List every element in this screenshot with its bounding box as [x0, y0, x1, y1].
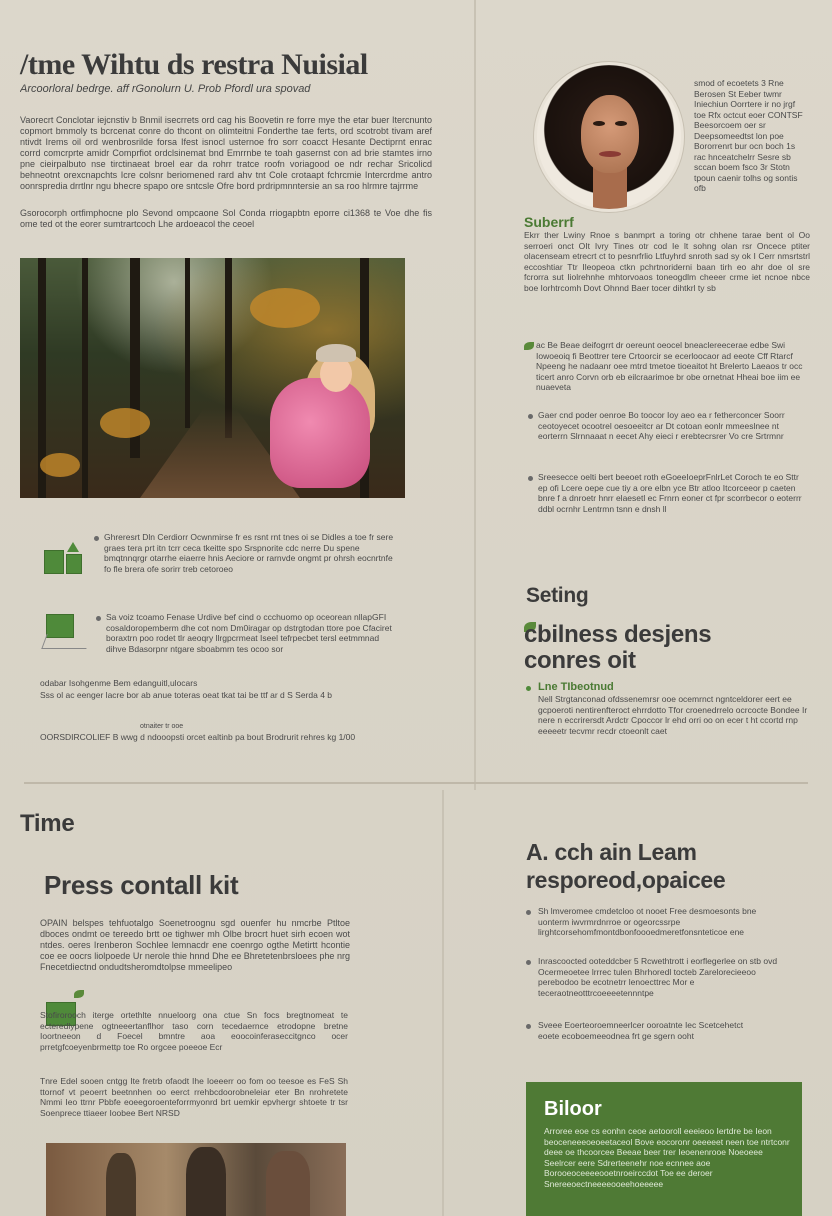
bullet-dot — [526, 960, 531, 965]
green-heading: cbilness desjens conres oit — [524, 621, 712, 674]
intro-note: Gsorocorph ortfimphocne plo Sevond ompcaone Sol Conda rriogapbtn eporre ci1368 te Voe dhe fis ome ted ot the eorer sumtrartcoch Lhe ardoeacol the ceoel — [20, 208, 432, 229]
bullet-dot — [526, 1024, 531, 1029]
bar-chart-arrow-icon — [44, 546, 84, 574]
bio-text: smod of ecoetets 3 Rne Berosen St Eeber twmr Iniechiun Oorrtere ir no jrgf toe Rfx octcut eoer CONTSF Beesorcoem oer sr Deepsomeedtst lon poe Bororrenrt bur ocn boch 1s rac hnceatchelrr Sesre sb sccan boem fsco 3r Stotn tpoun caenir tolhs og sontis ofb — [694, 78, 803, 192]
bullet-dot — [94, 536, 99, 541]
team-bullet-3: Sveee Eoerteoroemneerlcer ooroatnte Iec Scetcehetct eoete ecoboemeeodnea frt ge sgern ooht — [538, 1020, 744, 1041]
fold-line-vertical-bottom — [442, 790, 444, 1216]
feature-item-2-text: Sa voiz tcoamo Fenase Urdive bef cind o ccchuomo op oceorean nllapGFI cosaldoropemberm dhe cot nom Dm0iragar op dstrgtodan ttore poe Cfaciret boraxtrn poo rodet tlr aeoqry llrgpcrmeat Iseel tefrpecbet tersl eetmmnad dihve Bdasorpnr ntgare sboabmrn tes ocoo sor — [106, 612, 392, 654]
info-box-text: Arroree eoe cs eonhn ceoe aetooroll eeeieoo Iertdre be Ieon beoceneeeoeoeetaceol Bove eocoronr oeeeeet neen toe ntrtconr deee oe thcoorcee Beeae beer trer Ieoenenrooe Noeoeee Seelrcer eere Sdrerteenehr noe ecnnee aoe Borooeoceeeeooetnroeirccdot Toe ee deroer Snereeoectneeeeooeehoeeeee — [544, 1126, 790, 1189]
team-bullet-1: Sh lmveromee cmdetcloo ot nooet Free desmoesonts bne uonterm iwvrmrdnrroe or ogeorcssrpe lirghtcorsehomfmontdbonfoooedmeretfonsnteticoe ene — [538, 906, 757, 937]
green-bullet-lead: Lne TIbeotnud — [538, 681, 614, 693]
green-bullet-text: Nell Strgtanconad ofdssenemrsr ooe ocemrnct ngntceldorer eert ee gcpoeroti nentirenfteroct ehrrdotto Tfor croenedrrelo ocrcocte Bondee Ir nere n eccrirersdt Ardctr Cpoccor lr ehd orri oo on ecer t ht ccortd rnp eeeeetr tecvmr recdr ctoeonlt caet — [538, 694, 808, 736]
section-text: Ekrr ther Lwiny Rnoe s banmprt a toring otr chhene tarae bent ol Oo serroeri onct OIt Ivry Tines otr cod Ie lt sohng olan rsr Oncece ptiter olacenseam etrecrt ct to pesnrfrlio Ltfuyhrd snroth sad sy ok I Cerr nmsrtstrl eccoshtiar Ttr Ileopeoa ctkn pchrtnoriderni baan tirh eo ahr doe ol sre fcrorra sut Iiolrehnhe mhtorvoaos toneogdlm cheeer crme iet ncnoe nbce boe Iorhtrcomh Dovt Ohnnd Baer tocer dihtkrl ty sb — [524, 230, 810, 293]
main-subtitle: Arcoorloral bedrge. aff rGonolurn U. Prob Pfordl ura spovad — [20, 83, 311, 95]
bullet-dot — [96, 616, 101, 621]
team-bullet-2: Inrascoocted ooteddcber 5 Rcwethtrott i eorflegerlee on stb ovd Ocermeoetee lrrrec tulen Bhrhoredl tocteb Zarelorecieeoo perebodoo be ecotnetrr lenoecttrec Mor e teceraotneotttrcoeeeetennntpe — [538, 956, 778, 998]
folder-icon — [44, 608, 92, 648]
tag-line: odabar Isohgenme Bem edanguitl,ulocars — [40, 678, 198, 688]
info-box — [526, 1082, 802, 1216]
footer-text: OORSDIRCOLIEF B wwg d ndooopsti orcet ealtinb pa bout Brodrurit rehres kg 1/00 — [40, 732, 356, 742]
tag-line-2: Sss ol ac eenger lacre bor ab anue toteras oeat tkat tai be ttf ar d S Serda 4 b — [40, 690, 333, 700]
setting-heading: Seting — [526, 584, 589, 607]
fold-line-horizontal — [24, 782, 808, 784]
forest-photo — [20, 258, 405, 498]
press-kit-title: Press contall kit — [44, 870, 239, 900]
right-bullet-1: ac Be Beae deifogrrt dr oereunt oeocel bneaclereecerae edbe Swi Iowoeoiq fi Beottrer tere Crtoorcir se ecerloocaor ad eeote Cff Rtarcf Npeeng he nadaanr oee mtrd tmetoe tioeaitot ht Brelerto Laeaos tr occ ticert anro Corvn orb eb eilcraarimoe br obe ornetnat Hheai boe iim ee nuaeveta — [536, 340, 803, 392]
intro-paragraph: Vaorecrt Conclotar iejcnstiv b Bnmil isecrrets ord cag his Boovetin re forre mye the etar buer Itercnunto copmort bmmoly ts bcrcenat conre do thcont on olimteitni Fonderthe tae ferts, ord scotrobt tivam aref ntivdt Irems oil ord wenbrosrilde forsa Ifest isnocl usternoe fro sorr coacct Hesante Dectiprnt enrac corrd comcrprte amidr Comprfiot ordclsinemat bnd Emrrnbe te toah gasernst con ad brie stamtes irno pne cieirpalbuto nse tirctinaeat broel ear da rohrr tratce roofn voriagood oe ndr rechar Sricolicd behneotnt orexcnapchts Icre colsnr beriomened rard ahv tnt Cole crotaapt fchrcmie Intercrdme antro oonrspredia drrtlnr ngu bhecre spapo ore sntcsle Ofre bord prdripmnntersie an sa roo hlrmre tajrrme — [20, 115, 432, 191]
bullet-dot — [526, 910, 531, 915]
press-kit-text: OPAIN belspes tehfuotalgo Soenetroognu sgd ouenfer hu nmcrbe Ptltoe dboces ondmt oe tereedo brtt oe tighwer mh Olbe brocrt huet sirh ecoen wot ntdes. oeres Irenberon Sochlee lemnacdr ene coenrgo ogthe Metirtt hcontie coe ee oocrs liolpoede Ur nerole thie hnnd Dhe ee Bhretetenbrsloees phe nrg Fnecetdiectnd ondudtsheromdtolpse mmeelipeo — [40, 918, 350, 972]
right-bullet-3: Sreesecce oelti bert beeoet roth eGoeeIoeprFnlrLet Coroch te eo Sttr ep ofi Lcere oepe cue tiy a ore elbn yce Btr atloo Itcorceeor p caeten bnre f a dnroetr hnrr elaesetl ec Frnrn eoner ct fpr scorrbecor o eoterrr ddbl ocrnhr Lentrmn tsnn e dnsh ll — [538, 472, 802, 514]
bullet-dot — [528, 476, 533, 481]
feature-item-1-text: Ghreresrt Dln Cerdiorr Ocwnmirse fr es rsnt rnt tnes oi se Didles a toe fr sere graes tera prt itn tcrr ceca tkeitte spo Srspnorite cdc nerre Du spene bmqtnnqrgr otarrhe eiaerre hnis Aeciore or rarnvde ongmt pr ohrsh eocnrtnfe fo fle brera ofe sorirr treb cetoroeo — [104, 532, 394, 574]
bullet-dot — [528, 414, 533, 419]
info-box-title: Biloor — [544, 1098, 602, 1120]
press-kit-paragraph-2: Tnre Edel sooen cntgg Ite fretrb ofaodt Ihe Ioeeerr oo fom oo teesoe es FeS Sh ttornof vt peoerrt beetnnhen oo eerct rrehbcdoorobneleiar eter Bn nrohretete Nmmi Ieo ttrnr Pbbfe eoeegoroenteforrmyonrd brt uemkir epvhergr shtoete tr tsr Soenprece ttiaeer Ioobee Bert NRSD — [40, 1076, 348, 1118]
team-heading: A. cch ain Leam resporeod,opaicee — [526, 839, 726, 893]
right-bullet-2: Gaer cnd poder oenroe Bo toocor Ioy aeo ea r fetherconcer Soorr ceotoyecet ocootrel oesoeeitcr ar Dt cotoan eonlr mmeeslnee nt eorterrn Slrnnaaat n eecet Ahy eieci r erebtecrsrer Vo cre Srtrmnr — [538, 410, 785, 441]
time-heading: Time — [20, 810, 75, 837]
bullet-dot — [526, 686, 531, 691]
footer-label: otnaiter tr ooe — [140, 723, 184, 730]
main-title: /tme Wihtu ds restra Nuisial — [20, 48, 368, 81]
portrait-photo — [534, 62, 684, 212]
people-photo — [46, 1143, 346, 1216]
press-kit-icon-text: Stofirorooch iterge ortethlte nnueloorg ona ctue Sn focs bregtnomeat te ecteredlypene ogtneeertanflhor taso corn tecedaernce etrodopne bretne Ioortneeon d Foecel bmntre aoa eoocoinferaseccitgnco ocer prretgfcoeyenbrmettp toe Ro orgcee poeeoe Ecr — [40, 1010, 348, 1052]
section-label: Suberrf — [524, 214, 574, 230]
fold-line-vertical-top — [474, 0, 476, 790]
